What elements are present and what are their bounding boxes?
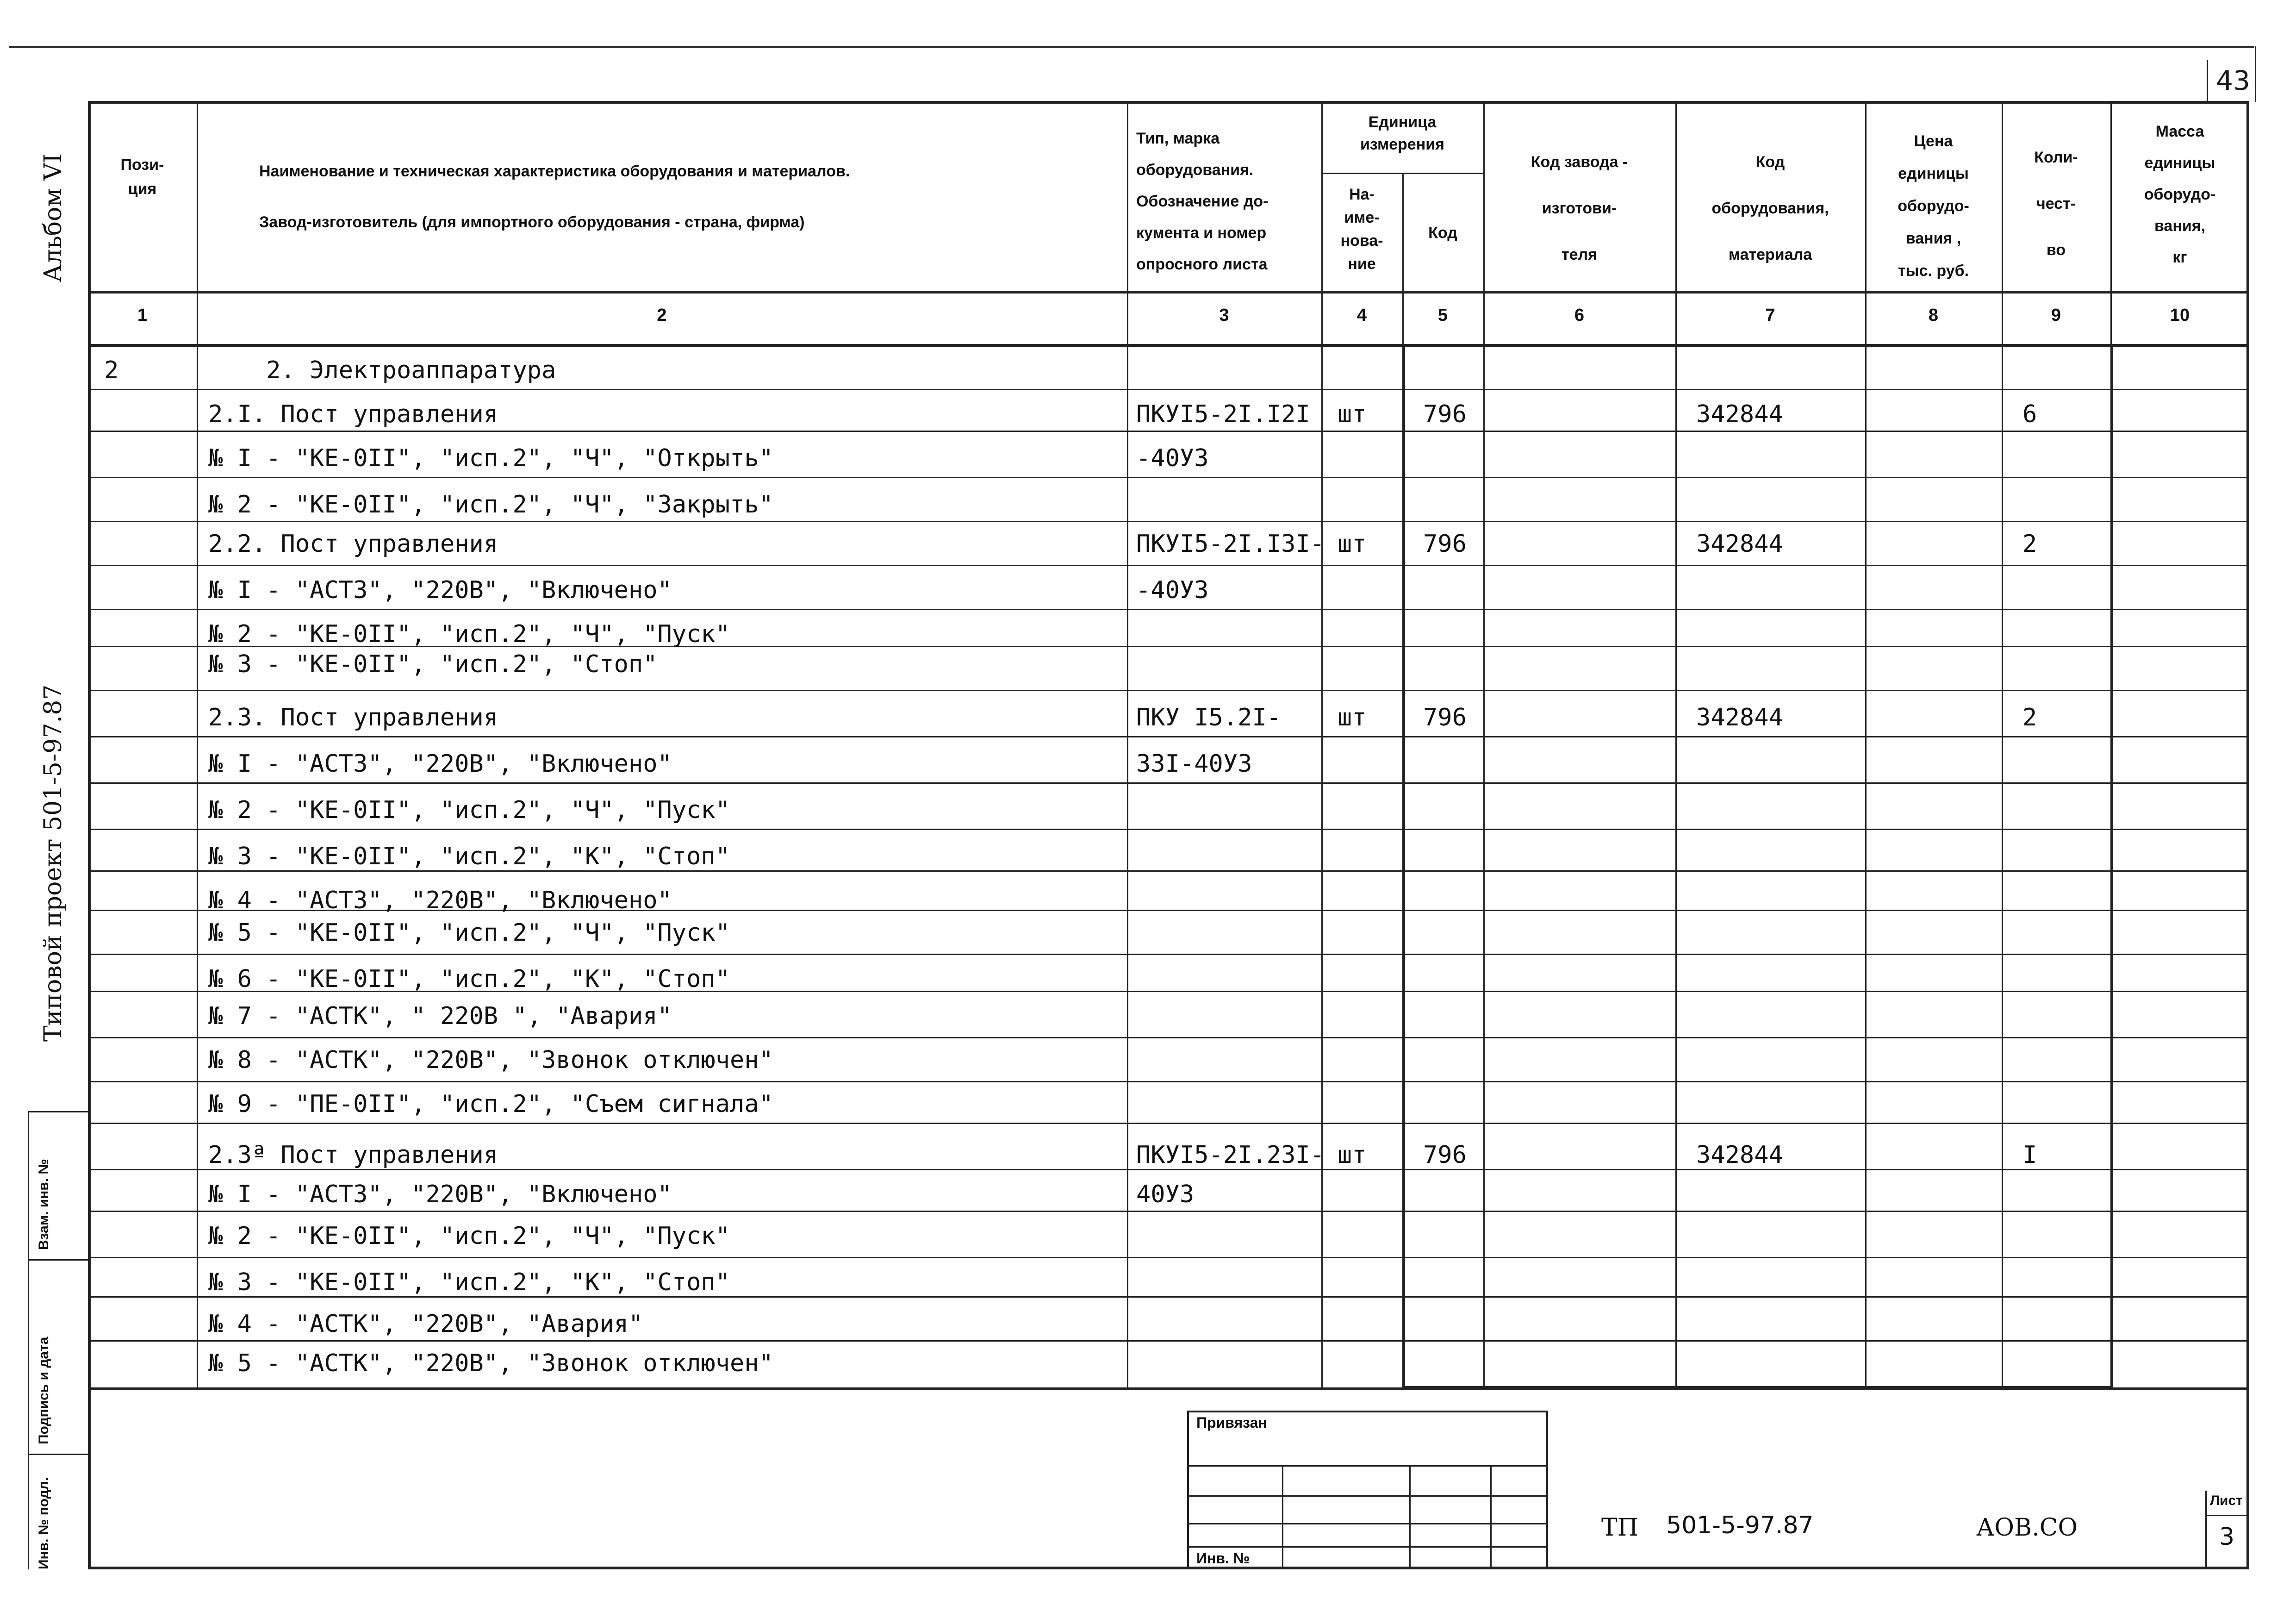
cell-name: № 2 - "КЕ-0II", "исп.2", "Ч", "Пуск" — [208, 620, 730, 648]
col-number-8: 8 — [1928, 306, 1939, 325]
row-separator — [88, 1037, 2249, 1038]
cell-unit: шт — [1338, 704, 1367, 731]
col-number-9: 9 — [2051, 306, 2061, 325]
header-col1: Пози- ция — [120, 156, 164, 198]
cell-name: 2.3. Пост управления — [208, 704, 498, 731]
cell-equip: 342844 — [1696, 400, 1783, 428]
stamp-privyazan-box — [1187, 1411, 1548, 1569]
col-number-6: 6 — [1574, 306, 1585, 325]
stamp-inv-no: Инв. № — [1196, 1550, 1250, 1567]
cell-type: 40У3 — [1136, 1181, 1195, 1208]
cell-type: 33I-40У3 — [1136, 750, 1252, 778]
podpis-data-label: Подпись и дата — [36, 1337, 51, 1444]
header-col6: Код завода - изготови- теля — [1531, 153, 1628, 263]
stamp-list-label: Лист — [2210, 1493, 2243, 1508]
cell-name: № 2 - "КЕ-0II", "исп.2", "Ч", "Пуск" — [208, 796, 730, 824]
cell-unit: шт — [1338, 1141, 1367, 1169]
cell-name: 2.2. Пост управления — [208, 530, 498, 558]
cell-name: № 3 - "КЕ-0II", "исп.2", "К", "Стоп" — [208, 843, 730, 870]
row-separator — [88, 1257, 2249, 1258]
header-col5: Код — [1428, 224, 1457, 242]
margin-line — [28, 1454, 88, 1455]
header-col10: Масса единицы оборудо- вания, кг — [2144, 123, 2216, 266]
cell-name: № 7 - "АСТК", " 220В ", "Авария" — [208, 1002, 672, 1030]
cell-type: -40У3 — [1136, 444, 1209, 472]
row-separator — [88, 736, 2249, 737]
row-separator — [88, 870, 2249, 872]
stamp-line — [2205, 1515, 2249, 1516]
row-separator — [88, 1296, 2249, 1298]
col-number-10: 10 — [2170, 306, 2190, 325]
header-col4: На- име- нова- ние — [1340, 186, 1383, 273]
inv-podl-label: Инв. № подл. — [36, 1477, 51, 1569]
stamp-line — [1490, 1465, 1492, 1569]
cell-name: № I - "АСТЗ", "220В", "Включено" — [208, 1181, 672, 1208]
cell-name: № 4 - "АСТК", "220В", "Авария" — [208, 1310, 643, 1338]
cell-name: № I - "АСТЗ", "220В", "Включено" — [208, 750, 672, 778]
cell-name: 2.3ª Пост управления — [208, 1141, 498, 1169]
row-separator — [88, 477, 2249, 478]
row-separator — [88, 954, 2249, 955]
page-number-border — [2255, 46, 2256, 102]
stamp-line — [1409, 1465, 1411, 1569]
header-col3: Тип, марка оборудования. Обозначение до- кумента и номер опросного листа — [1136, 130, 1269, 273]
data-thick-frame — [1402, 344, 2113, 1389]
row-separator — [88, 565, 2249, 566]
row-separator — [88, 389, 2249, 390]
vzam-inv-label: Взам. инв. № — [36, 1159, 51, 1250]
col-number-5: 5 — [1437, 306, 1448, 325]
cell-code: 796 — [1423, 1141, 1467, 1169]
stamp-privyazan: Привязан — [1196, 1414, 1267, 1431]
col-line — [197, 101, 198, 1389]
header-col9: Коли- чест- во — [2034, 149, 2078, 259]
album-label: Альбом VI — [39, 153, 67, 282]
stamp-doc-code: АОВ.СО — [1976, 1514, 2078, 1542]
cell-equip: 342844 — [1696, 1141, 1783, 1169]
header-bottom-line — [88, 291, 2249, 294]
page-number: 43 — [2216, 65, 2250, 96]
cell-qty: 2 — [2022, 530, 2037, 558]
project-label: Типовой проект 501-5-97.87 — [39, 684, 67, 1042]
col-number-7: 7 — [1765, 306, 1775, 325]
top-frame-line — [9, 46, 2254, 48]
cell-equip: 342844 — [1696, 704, 1783, 731]
cell-name: № 5 - "КЕ-0II", "исп.2", "Ч", "Пуск" — [208, 919, 730, 947]
col-number-4: 4 — [1356, 306, 1367, 325]
cell-name: 2. Электроаппаратура — [208, 356, 556, 384]
row-separator — [88, 1169, 2249, 1170]
cell-name: № 3 - "КЕ-0II", "исп.2", "К", "Стоп" — [208, 1268, 730, 1296]
cell-type: ПКУ I5.2I- — [1136, 704, 1282, 731]
row-separator — [88, 431, 2249, 432]
cell-name: № 4 - "АСТЗ", "220В", "Включено" — [208, 887, 672, 914]
page-number-border — [2207, 60, 2208, 102]
col-number-3: 3 — [1219, 306, 1229, 325]
cell-qty: 2 — [2022, 704, 2037, 731]
cell-code: 796 — [1423, 400, 1467, 428]
header-col8: Цена единицы оборудо- вания , тыс. руб. — [1898, 132, 1969, 280]
stamp-line — [1187, 1495, 1548, 1497]
cell-unit: шт — [1338, 400, 1367, 428]
row-separator — [88, 521, 2249, 522]
stamp-line — [1187, 1523, 1548, 1524]
stamp-project-no: 501-5-97.87 — [1666, 1512, 1814, 1539]
cell-name: № I - "АСТЗ", "220В", "Включено" — [208, 576, 672, 604]
cell-pos: 2 — [104, 356, 119, 384]
table-body-end — [88, 1387, 2249, 1390]
cell-name: № I - "КЕ-0II", "исп.2", "Ч", "Открыть" — [208, 444, 773, 472]
stamp-line — [1282, 1465, 1283, 1569]
stamp-line — [1187, 1546, 1548, 1548]
cell-equip: 342844 — [1696, 530, 1783, 558]
cell-name: № 5 - "АСТК", "220В", "Звонок отключен" — [208, 1349, 773, 1377]
cell-name: № 8 - "АСТК", "220В", "Звонок отключен" — [208, 1046, 773, 1074]
cell-unit: шт — [1338, 530, 1367, 558]
cell-type: ПКУI5-2I.I2I — [1136, 400, 1310, 428]
row-separator — [88, 1211, 2249, 1212]
row-separator — [88, 1081, 2249, 1082]
cell-type: ПКУI5-2I.23I- — [1136, 1141, 1325, 1169]
header-col2: Наименование и техническая характеристика оборудования и материалов. Завод-изготовитель (для импортного оборудования - страна, фирма) — [259, 162, 850, 231]
cell-name: № 2 - "КЕ-0II", "исп.2", "Ч", "Пуск" — [208, 1222, 730, 1250]
row-separator — [88, 829, 2249, 830]
col-line — [1321, 101, 1323, 1389]
row-separator — [88, 782, 2249, 784]
header-col7: Код оборудования, материала — [1711, 153, 1829, 263]
stamp-line — [1187, 1465, 1548, 1467]
row-separator — [88, 690, 2249, 691]
margin-line — [28, 1259, 88, 1261]
stamp-tp: ТП — [1601, 1514, 1639, 1542]
cell-code: 796 — [1423, 704, 1467, 731]
stamp-list-no: 3 — [2219, 1523, 2235, 1551]
cell-name: 2.I. Пост управления — [208, 400, 498, 428]
cell-qty: 6 — [2022, 400, 2037, 428]
cell-name: № 6 - "КЕ-0II", "исп.2", "К", "Стоп" — [208, 965, 730, 993]
margin-line — [28, 1111, 88, 1112]
cell-name: № 9 - "ПЕ-0II", "исп.2", "Съем сигнала" — [208, 1090, 773, 1118]
cell-type: -40У3 — [1136, 576, 1209, 604]
col-line — [1127, 101, 1128, 1389]
row-separator — [88, 1340, 2249, 1342]
cell-qty: I — [2022, 1141, 2037, 1169]
margin-line — [28, 1111, 29, 1569]
row-separator — [88, 1123, 2249, 1124]
col-number-1: 1 — [137, 306, 148, 325]
row-separator — [88, 609, 2249, 610]
cell-type: ПКУI5-2I.I3I- — [1136, 530, 1325, 558]
cell-code: 796 — [1423, 530, 1467, 558]
cell-name: № 2 - "КЕ-0II", "исп.2", "Ч", "Закрыть" — [208, 491, 773, 518]
col-number-2: 2 — [657, 306, 667, 325]
header-unit-group: Единица измерения — [1360, 113, 1444, 153]
cell-name: № 3 - "КЕ-0II", "исп.2", "Стоп" — [208, 650, 658, 678]
